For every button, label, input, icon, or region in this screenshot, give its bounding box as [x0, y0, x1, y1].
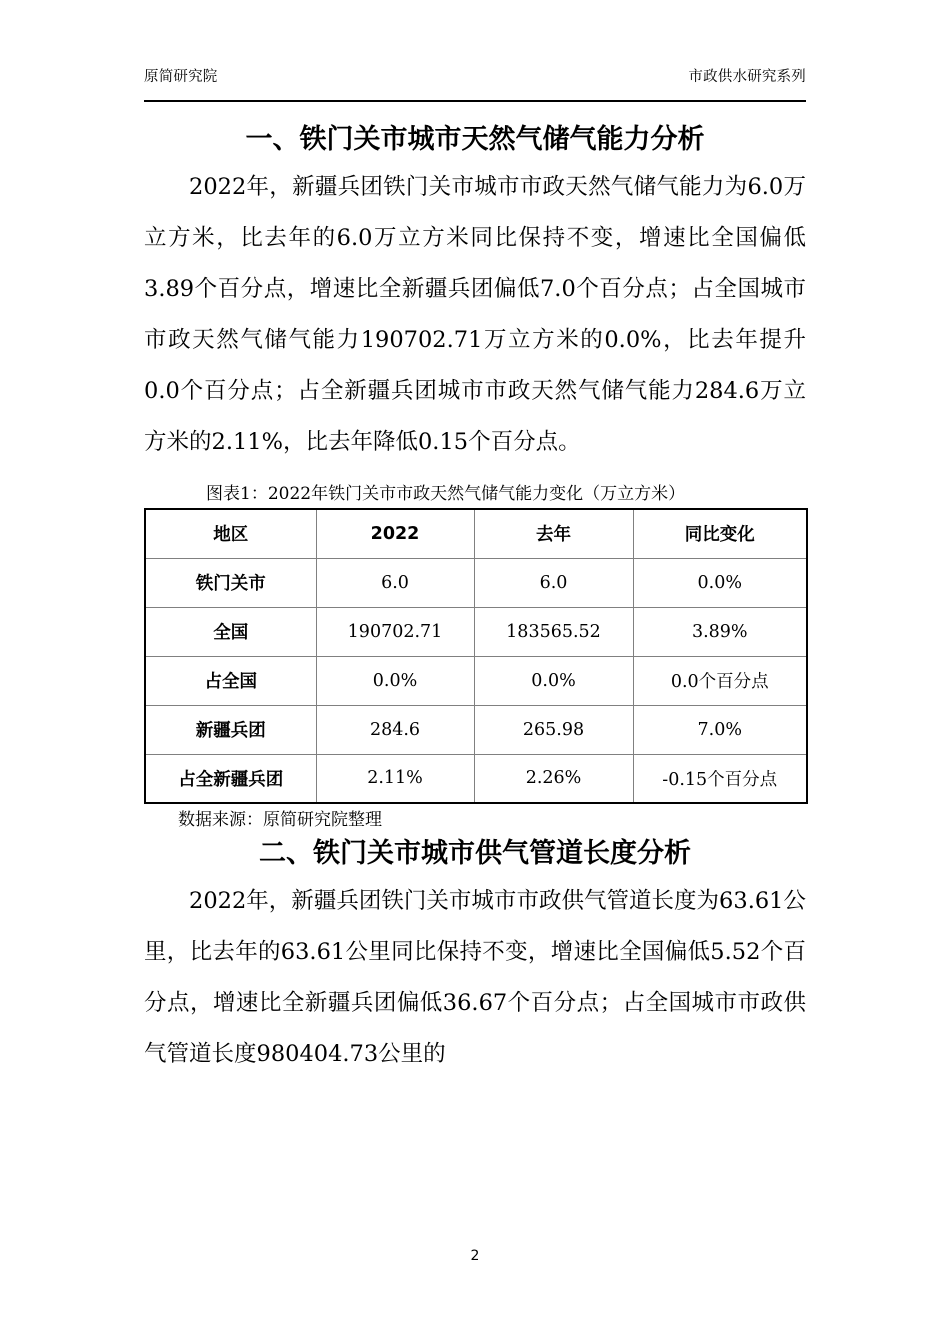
header-right-text: 市政供水研究系列 [688, 69, 806, 85]
section-heading-1: 一、铁门关市城市天然气储气能力分析 [245, 124, 705, 155]
gas-storage-table [144, 508, 808, 804]
column-header-change: 同比变化 [633, 509, 807, 558]
table-row [145, 607, 807, 656]
cell-change: 0.0个百分点 [633, 656, 807, 705]
table-row [145, 754, 807, 803]
cell-last: 265.98 [474, 705, 633, 754]
cell-current: 190702.71 [316, 607, 474, 656]
cell-region: 占全国 [145, 656, 316, 705]
section-paragraph-2: 2022年，新疆兵团铁门关市城市市政供气管道长度为63.61公里，比去年的63.61公里同比保持不变，增速比全国偏低5.52个百分点，增速比全新疆兵团偏低36.67个百分点；占全国城市市政供气管道长度980404.73公里的 [144, 888, 806, 1067]
cell-region: 铁门关市 [145, 558, 316, 607]
cell-region: 全国 [145, 607, 316, 656]
section-paragraph-1: 2022年，新疆兵团铁门关市城市市政天然气储气能力为6.0万立方米，比去年的6.0万立方米同比保持不变，增速比全国偏低3.89个百分点，增速比全新疆兵团偏低7.0个百分点；占全国城市市政天然气储气能力190702.71万立方米的0.0%，比去年提升0.0个百分点；占全新疆兵团城市市政天然气储气能力284.6万立方米的2.11%，比去年降低0.15个百分点。 [144, 174, 806, 455]
cell-current: 2.11% [316, 754, 474, 803]
cell-region: 占全新疆兵团 [145, 754, 316, 803]
cell-change: -0.15个百分点 [633, 754, 807, 803]
table-caption: 图表1：2022年铁门关市市政天然气储气能力变化（万立方米） [206, 484, 686, 504]
cell-last: 6.0 [474, 558, 633, 607]
table-row [145, 705, 807, 754]
cell-current: 284.6 [316, 705, 474, 754]
section-heading-2: 二、铁门关市城市供气管道长度分析 [259, 838, 691, 869]
page-content [144, 118, 806, 1080]
table-source-note: 数据来源：原简研究院整理 [178, 810, 382, 830]
table-header-row [145, 509, 807, 558]
cell-current: 6.0 [316, 558, 474, 607]
column-header-region: 地区 [145, 509, 316, 558]
cell-change: 0.0% [633, 558, 807, 607]
running-header [144, 70, 806, 102]
cell-last: 183565.52 [474, 607, 633, 656]
cell-change: 7.0% [633, 705, 807, 754]
table-row [145, 558, 807, 607]
cell-last: 2.26% [474, 754, 633, 803]
cell-change: 3.89% [633, 607, 807, 656]
cell-region: 新疆兵团 [145, 705, 316, 754]
page-number: 2 [470, 1248, 480, 1264]
cell-current: 0.0% [316, 656, 474, 705]
cell-last: 0.0% [474, 656, 633, 705]
column-header-current: 2022 [316, 509, 474, 558]
table-row [145, 656, 807, 705]
header-left-text: 原简研究院 [144, 69, 218, 85]
column-header-last: 去年 [474, 509, 633, 558]
